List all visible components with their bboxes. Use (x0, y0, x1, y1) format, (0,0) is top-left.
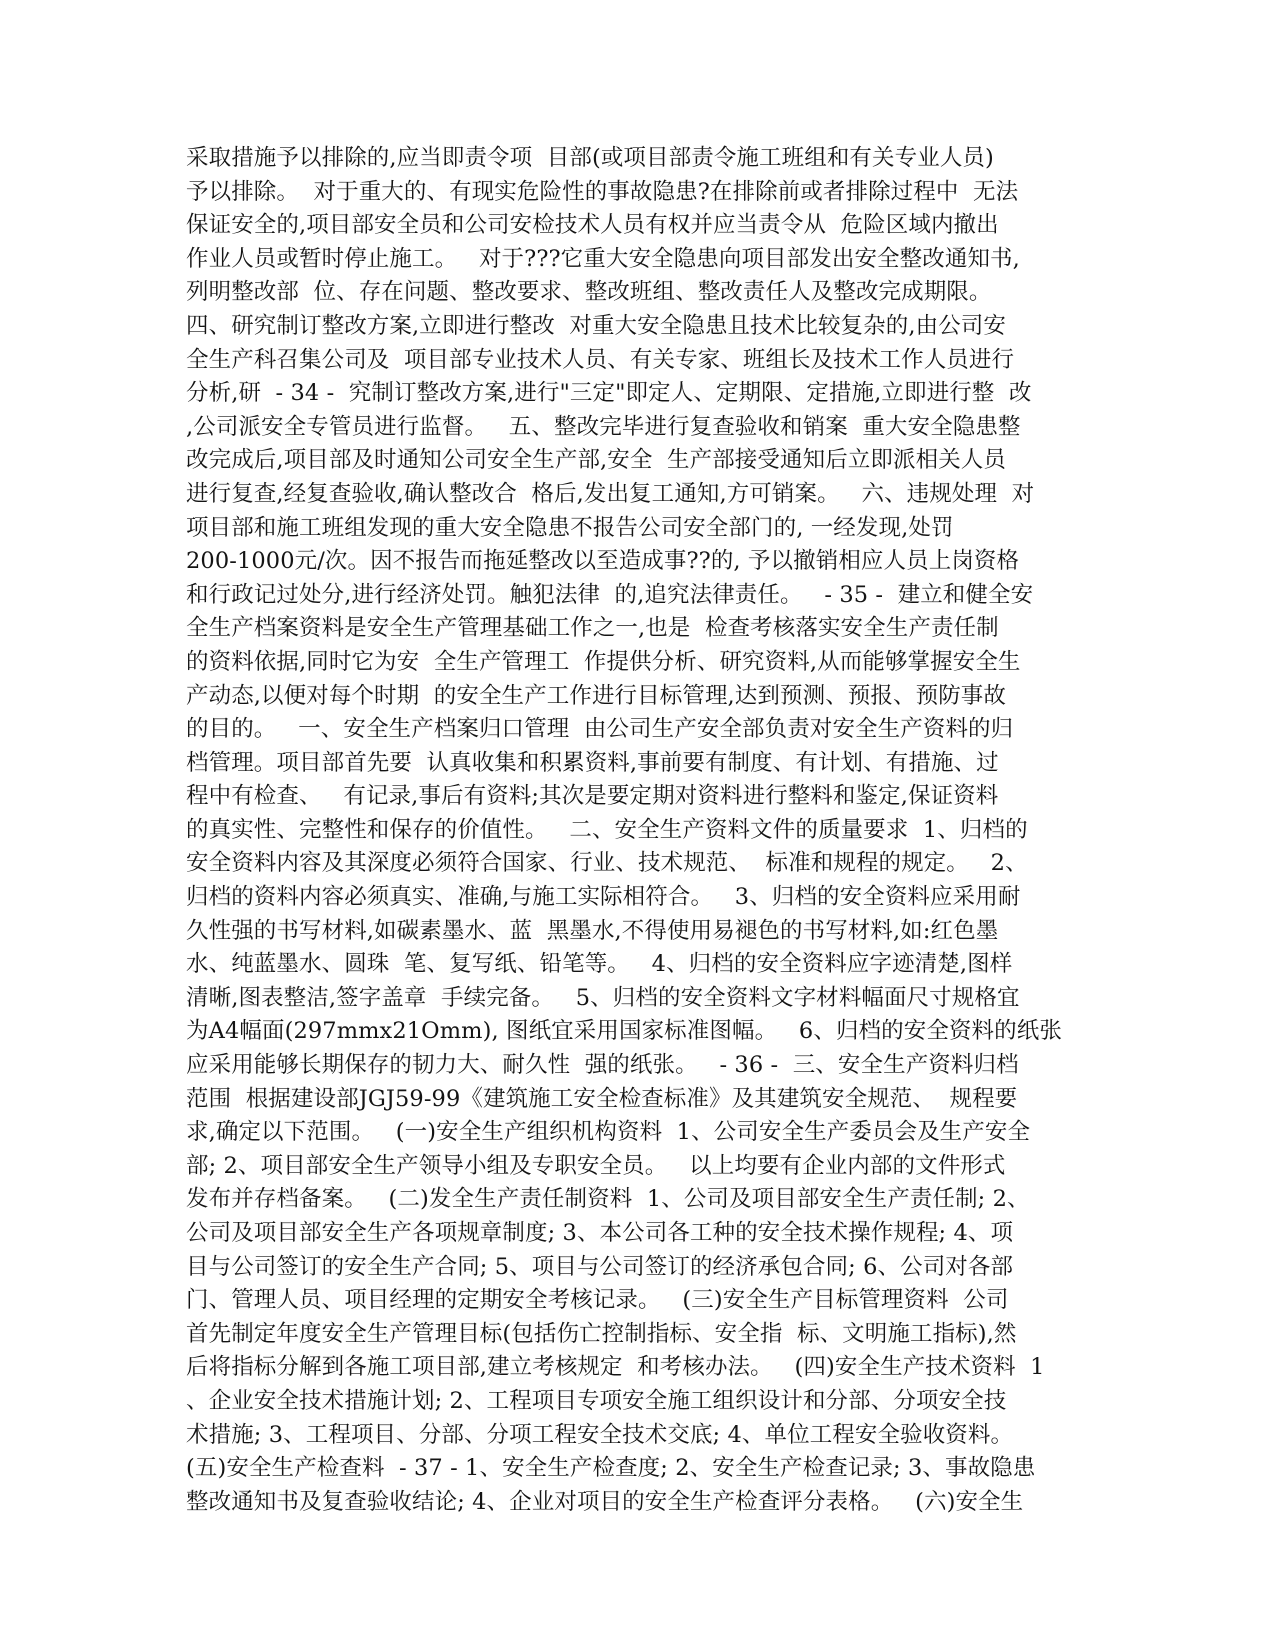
text-line: 的目的。 一、安全生产档案归口管理 由公司生产安全部负责对安全生产资料的归 (186, 716, 1014, 743)
text-line: 门、管理人员、项目经理的定期安全考核记录。 (三)安全生产目标管理资料 公司 (186, 1287, 1009, 1314)
text-line: 整改通知书及复查验收结论; 4、企业对项目的安全生产检查评分表格。 (六)安全生 (186, 1488, 1024, 1515)
text-line: 全生产科召集公司及 项目部专业技术人员、有关专家、班组长及技术工作人员进行 (186, 346, 1015, 373)
text-line: ,公司派安全专管员进行监督。 五、整改完毕进行复查验收和销案 重大安全隐患整 (186, 413, 1021, 440)
text-line: 公司及项目部安全生产各项规章制度; 3、本公司各工种的安全技术操作规程; 4、项 (186, 1220, 1014, 1246)
text-line: 部; 2、项目部安全生产领导小组及专职安全员。 以上均要有企业内部的文件形式 (186, 1152, 1006, 1179)
text-line: 求,确定以下范围。 (一)安全生产组织机构资料 1、公司安全生产委员会及生产安全 (186, 1119, 1031, 1146)
text-line: 程中有检查、 有记录,事后有资料;其次是要定期对资料进行整料和鉴定,保证资料 (186, 783, 999, 810)
text-line: (五)安全生产检查料 - 37 - 1、安全生产检查度; 2、安全生产检查记录; 3、事故隐患 (186, 1455, 1036, 1482)
text-line: 档管理。项目部首先要 认真收集和积累资料,事前要有制度、有计划、有措施、过 (186, 749, 999, 776)
text-line: 范围 根据建设部JGJ59-99《建筑施工安全检查标准》及其建筑安全规范、 规程要 (186, 1085, 1018, 1112)
text-line: 水、纯蓝墨水、圆珠 笔、复写纸、铅笔等。 4、归档的安全资料应字迹清楚,图样 (186, 951, 1013, 978)
text-line: 应采用能够长期保存的韧力大、耐久性 强的纸张。 - 36 - 三、安全生产资料归档 (186, 1052, 1019, 1079)
text-line: 列明整改部 位、存在问题、整改要求、整改班组、整改责任人及整改完成期限。 (186, 279, 992, 306)
text-line: 全生产档案资料是安全生产管理基础工作之一,也是 检查考核落实安全生产责任制 (186, 615, 999, 642)
text-line: 产动态,以便对每个时期 的安全生产工作进行目标管理,达到预测、预报、预防事故 (186, 682, 1007, 709)
text-line: 作业人员或暂时停止施工。 对于???它重大安全隐患向项目部发出安全整改通知书, (186, 245, 1020, 272)
text-line: 予以排除。 对于重大的、有现实危险性的事故隐患?在排除前或者排除过程中 无法 (186, 178, 1019, 205)
text-line: 项目部和施工班组发现的重大安全隐患不报告公司安全部门的, 一经发现,处罚 (186, 514, 954, 541)
text-line: 分析,研 - 34 - 究制订整改方案,进行"三定"即定人、定期限、定措施,立即进行整 改 (186, 380, 1032, 407)
text-line: 、企业安全技术措施计划; 2、工程项目专项安全施工组织设计和分部、分项安全技 (186, 1387, 1007, 1414)
text-line: 久性强的书写材料,如碳素墨水、蓝 黑墨水,不得使用易褪色的书写材料,如:红色墨 (186, 917, 999, 944)
text-line: 目与公司签订的安全生产合同; 5、项目与公司签订的经济承包合同; 6、公司对各部 (186, 1253, 1014, 1280)
text-line: 的资料依据,同时它为安 全生产管理工 作提供分析、研究资料,从而能够掌握安全生 (186, 648, 1021, 675)
text-line: 为A4幅面(297mmx21Omm), 图纸宜采用国家标准图幅。 6、归档的安全资料的纸张 (186, 1018, 1062, 1045)
text-line: 进行复查,经复查验收,确认整改合 格后,发出复工通知,方可销案。 六、违规处理 对 (186, 480, 1035, 507)
text-line: 发布并存档备案。 (二)发全生产责任制资料 1、公司及项目部安全生产责任制; 2、 (186, 1186, 1030, 1213)
text-line: 首先制定年度安全生产管理目标(包括伤亡控制指标、安全指 标、文明施工指标),然 (186, 1320, 1017, 1347)
text-line: 四、研究制订整改方案,立即进行整改 对重大安全隐患且技术比较复杂的,由公司安 (186, 312, 1007, 339)
text-line: 术措施; 3、工程项目、分部、分项工程安全技术交底; 4、单位工程安全验收资料。 (186, 1421, 1014, 1448)
text-line: 清晰,图表整洁,签字盖章 手续完备。 5、归档的安全资料文字材料幅面尺寸规格宜 (186, 984, 1020, 1011)
text-line: 安全资料内容及其深度必须符合国家、行业、技术规范、 标准和规程的规定。 2、 (186, 850, 1028, 877)
text-line: 采取措施予以排除的,应当即责令项 目部(或项目部责令施工班组和有关专业人员) (186, 145, 994, 171)
text-line: 后将指标分解到各施工项目部,建立考核规定 和考核办法。 (四)安全生产技术资料 1 (186, 1354, 1045, 1381)
text-line: 改完成后,项目部及时通知公司安全生产部,安全 生产部接受通知后立即派相关人员 (186, 447, 1007, 474)
text-line: 的真实性、完整性和保存的价值性。 二、安全生产资料文件的质量要求 1、归档的 (186, 816, 1028, 843)
text-line: 归档的资料内容必须真实、准确,与施工实际相符合。 3、归档的安全资料应采用耐 (186, 884, 1021, 911)
text-line: 保证安全的,项目部安全员和公司安检技术人员有权并应当责令从 危险区域内撤出 (186, 212, 999, 239)
text-line: 和行政记过处分,进行经济处罚。触犯法律 的,追究法律责任。 - 35 - 建立和健全安 (186, 581, 1034, 608)
body-text (186, 142, 1091, 1519)
text-line: 200-1000元/次。因不报告而拖延整改以至造成事??的, 予以撤销相应人员上岗资格 (186, 548, 1020, 575)
